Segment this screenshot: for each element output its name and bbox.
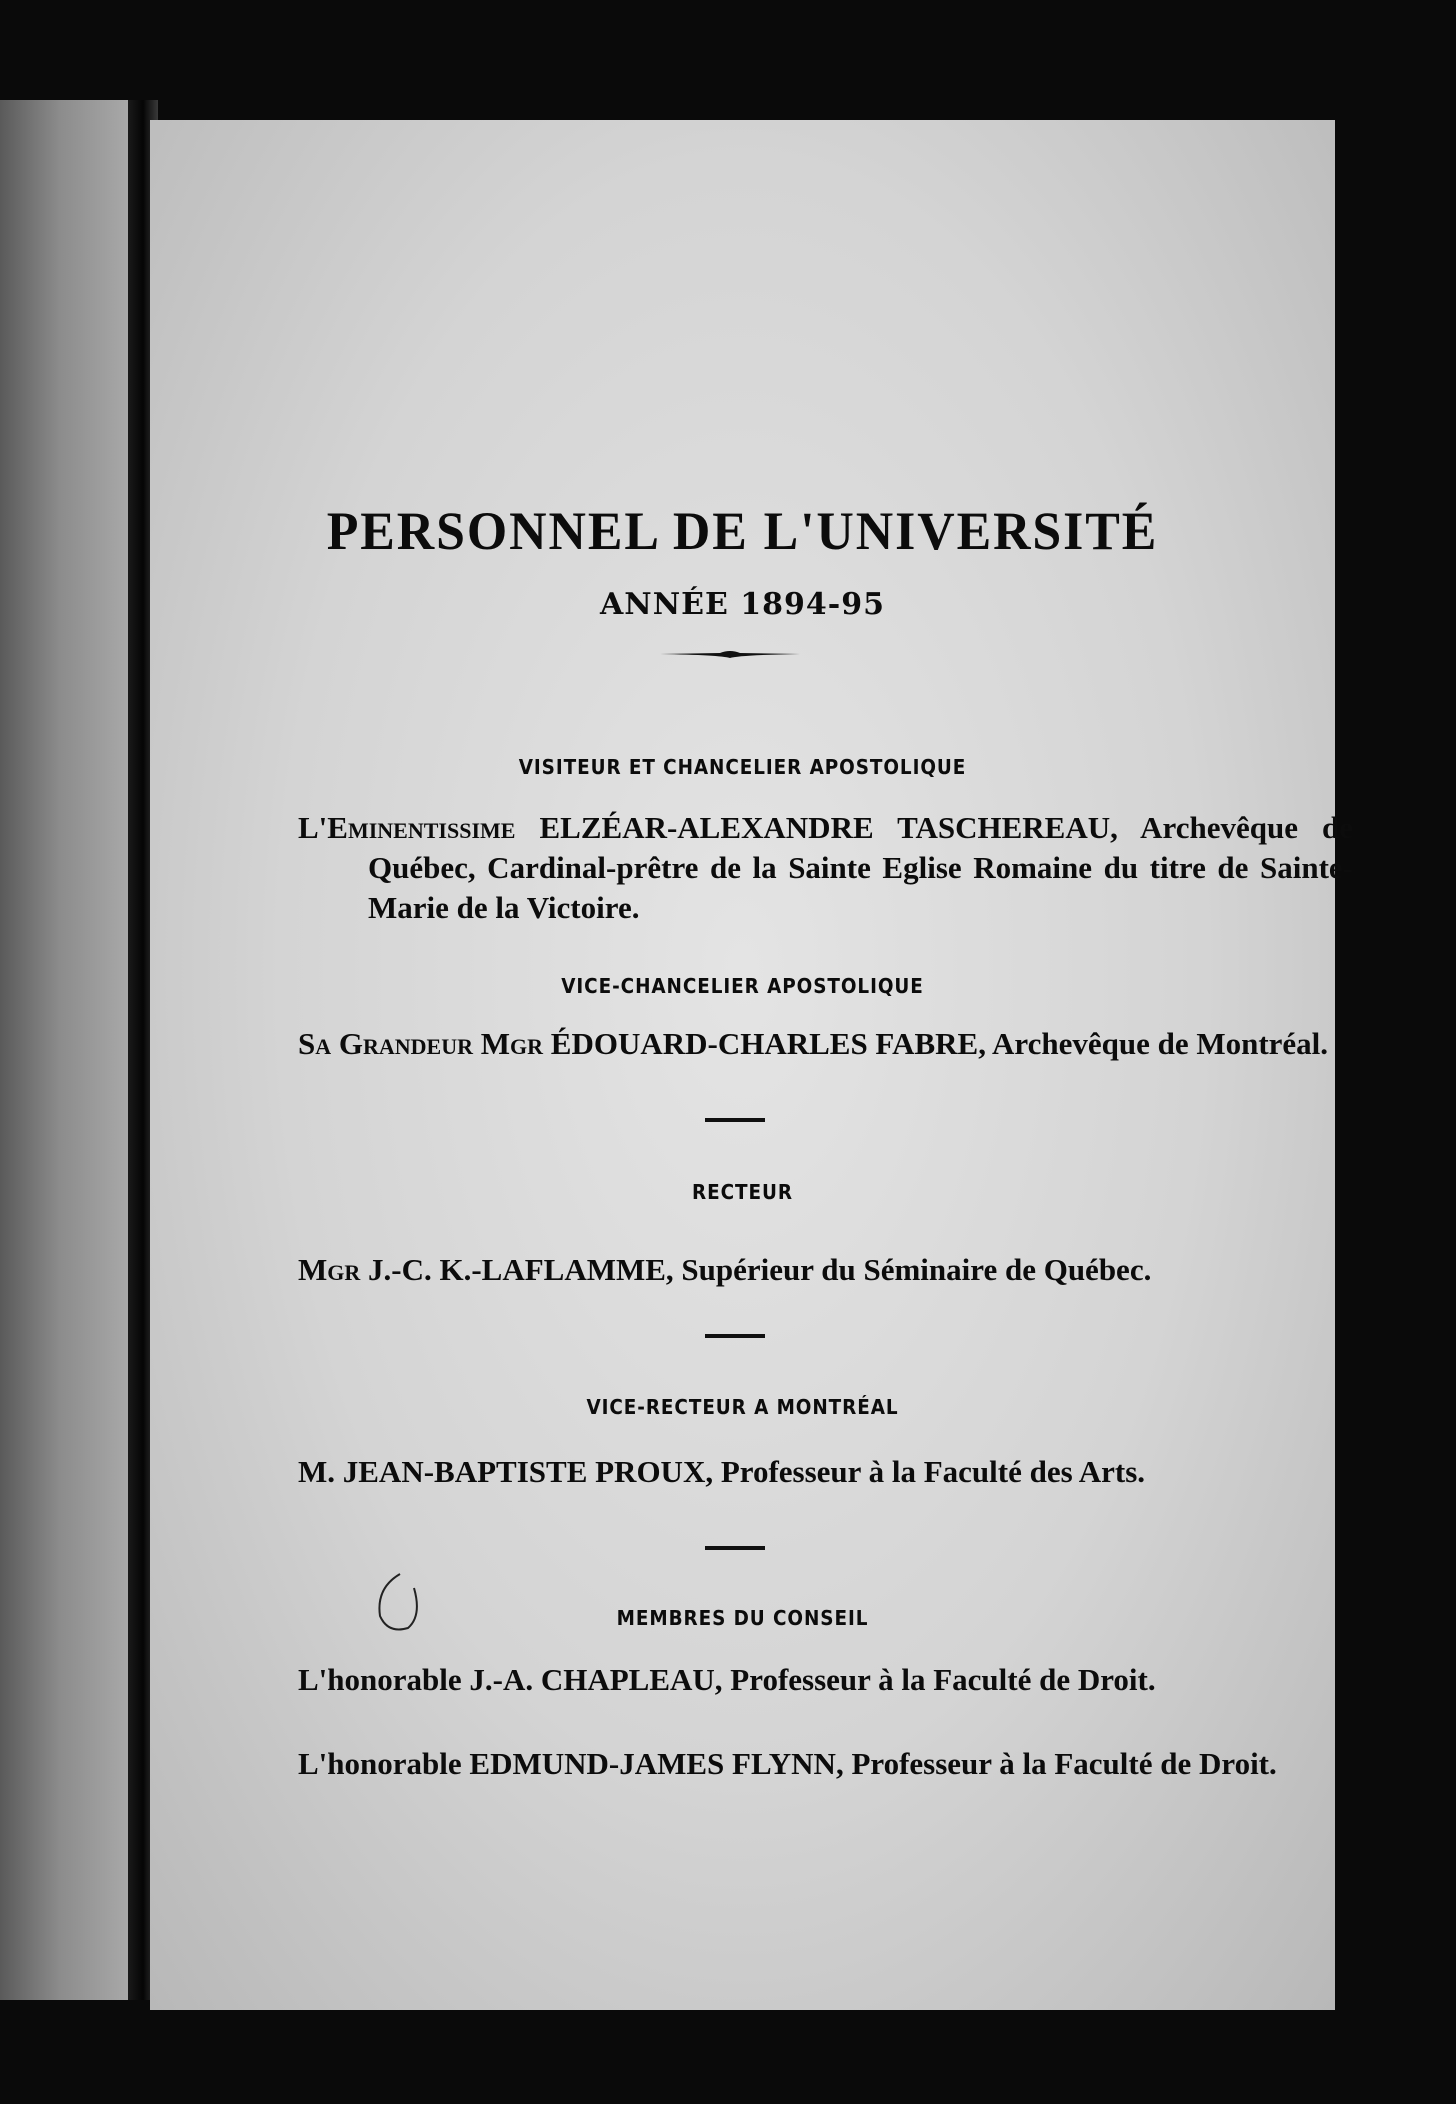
section-rule (705, 1118, 765, 1122)
entry-text: L'honorable EDMUND-JAMES FLYNN, Professeur à la Faculté de Droit. (298, 1746, 1277, 1781)
section-rule (705, 1546, 765, 1550)
section-heading-vice-recteur: VICE-RECTEUR A MONTRÉAL (586, 1395, 899, 1419)
entry-text: ELZÉAR-ALEXANDRE TASCHEREAU, Archevêque de Québec, Cardinal-prêtre de la Sainte Eglise Romaine du titre de Sainte-Marie de la Victoire. (368, 810, 1353, 925)
section-heading-visiteur: VISITEUR ET CHANCELIER APOSTOLIQUE (518, 755, 967, 779)
entry-text: L'honorable J.-A. CHAPLEAU, Professeur à la Faculté de Droit. (298, 1662, 1156, 1697)
ornament-divider (660, 649, 800, 659)
entry-conseil-2 (298, 1744, 1353, 1784)
section-heading-recteur: RECTEUR (692, 1180, 793, 1204)
section-heading-vice-chancelier: VICE-CHANCELIER APOSTOLIQUE (561, 974, 924, 998)
entry-conseil-1 (298, 1660, 1353, 1700)
pencil-mark-annotation (368, 1568, 428, 1638)
entry-text: ÉDOUARD-CHARLES FABRE, Archevêque de Montréal. (550, 1026, 1329, 1061)
entry-prefix: L'Eminentissime (298, 810, 516, 845)
section-heading-conseil: MEMBRES DU CONSEIL (616, 1606, 869, 1630)
entry-prefix: Mgr (298, 1252, 361, 1287)
page-content (150, 120, 1353, 2010)
page-title: PERSONNEL DE L'UNIVERSITÉ (326, 501, 1159, 561)
document-page (150, 120, 1353, 2010)
entry-text: J.-C. K.-LAFLAMME, Supérieur du Séminaire de Québec. (368, 1252, 1152, 1287)
section-rule (705, 1334, 765, 1338)
entry-prefix: Sa Grandeur Mgr (298, 1026, 544, 1061)
academic-year: ANNÉE 1894-95 (600, 587, 885, 622)
entry-recteur (298, 1250, 1353, 1290)
entry-vice-chancelier (298, 1024, 1353, 1064)
entry-vice-recteur (298, 1452, 1353, 1492)
entry-text: M. JEAN-BAPTISTE PROUX, Professeur à la Faculté des Arts. (298, 1454, 1146, 1489)
entry-visiteur (298, 808, 1353, 928)
